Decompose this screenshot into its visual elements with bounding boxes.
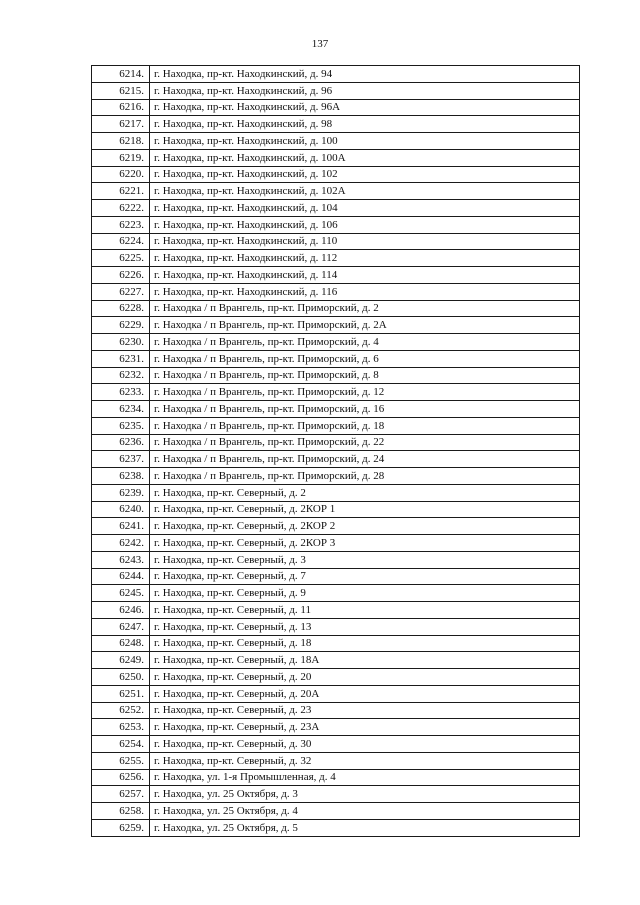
row-number: 6228. (92, 300, 150, 317)
row-address: г. Находка, пр-кт. Находкинский, д. 100А (150, 149, 580, 166)
row-address: г. Находка, пр-кт. Находкинский, д. 116 (150, 283, 580, 300)
row-address: г. Находка, пр-кт. Находкинский, д. 96 (150, 82, 580, 99)
table-row (92, 66, 580, 83)
table-row (92, 786, 580, 803)
table-row (92, 468, 580, 485)
row-number: 6220. (92, 166, 150, 183)
row-number: 6247. (92, 618, 150, 635)
table-row (92, 652, 580, 669)
row-number: 6244. (92, 568, 150, 585)
row-address: г. Находка, пр-кт. Северный, д. 20А (150, 685, 580, 702)
address-table-body (92, 66, 580, 837)
table-row (92, 82, 580, 99)
row-address: г. Находка / п Врангель, пр-кт. Приморский, д. 22 (150, 434, 580, 451)
row-number: 6243. (92, 551, 150, 568)
table-row (92, 350, 580, 367)
row-number: 6222. (92, 200, 150, 217)
table-row (92, 317, 580, 334)
table-row (92, 451, 580, 468)
row-address: г. Находка, пр-кт. Северный, д. 11 (150, 602, 580, 619)
row-address: г. Находка, пр-кт. Северный, д. 3 (150, 551, 580, 568)
table-row (92, 551, 580, 568)
row-address: г. Находка, пр-кт. Находкинский, д. 110 (150, 233, 580, 250)
row-number: 6253. (92, 719, 150, 736)
table-row (92, 283, 580, 300)
table-row (92, 233, 580, 250)
table-row (92, 618, 580, 635)
row-number: 6252. (92, 702, 150, 719)
row-number: 6241. (92, 518, 150, 535)
address-table (91, 65, 580, 837)
row-address: г. Находка, пр-кт. Находкинский, д. 102 (150, 166, 580, 183)
row-number: 6251. (92, 685, 150, 702)
table-row (92, 200, 580, 217)
row-number: 6246. (92, 602, 150, 619)
table-row (92, 518, 580, 535)
row-address: г. Находка, ул. 25 Октября, д. 4 (150, 803, 580, 820)
row-address: г. Находка, пр-кт. Северный, д. 23 (150, 702, 580, 719)
table-row (92, 99, 580, 116)
row-address: г. Находка, пр-кт. Северный, д. 18 (150, 635, 580, 652)
row-address: г. Находка / п Врангель, пр-кт. Приморский, д. 16 (150, 401, 580, 418)
row-number: 6233. (92, 384, 150, 401)
page-number: 137 (311, 38, 329, 50)
row-address: г. Находка / п Врангель, пр-кт. Приморский, д. 28 (150, 468, 580, 485)
table-row (92, 719, 580, 736)
table-row (92, 116, 580, 133)
table-row (92, 568, 580, 585)
row-address: г. Находка, пр-кт. Находкинский, д. 100 (150, 133, 580, 150)
row-number: 6215. (92, 82, 150, 99)
table-row (92, 585, 580, 602)
row-address: г. Находка, пр-кт. Находкинский, д. 112 (150, 250, 580, 267)
row-number: 6258. (92, 803, 150, 820)
table-row (92, 702, 580, 719)
table-row (92, 685, 580, 702)
row-address: г. Находка, ул. 1-я Промышленная, д. 4 (150, 769, 580, 786)
row-address: г. Находка, пр-кт. Находкинский, д. 94 (150, 66, 580, 83)
table-row (92, 250, 580, 267)
row-number: 6249. (92, 652, 150, 669)
row-address: г. Находка, пр-кт. Находкинский, д. 98 (150, 116, 580, 133)
table-row (92, 417, 580, 434)
row-number: 6242. (92, 535, 150, 552)
table-row (92, 484, 580, 501)
row-number: 6232. (92, 367, 150, 384)
row-address: г. Находка, пр-кт. Северный, д. 20 (150, 669, 580, 686)
row-number: 6223. (92, 216, 150, 233)
row-number: 6221. (92, 183, 150, 200)
table-row (92, 769, 580, 786)
row-number: 6250. (92, 669, 150, 686)
row-number: 6227. (92, 283, 150, 300)
row-address: г. Находка / п Врангель, пр-кт. Приморский, д. 18 (150, 417, 580, 434)
row-address: г. Находка, пр-кт. Северный, д. 9 (150, 585, 580, 602)
row-number: 6224. (92, 233, 150, 250)
table-row (92, 669, 580, 686)
row-address: г. Находка, пр-кт. Находкинский, д. 106 (150, 216, 580, 233)
row-number: 6225. (92, 250, 150, 267)
row-address: г. Находка, ул. 25 Октября, д. 3 (150, 786, 580, 803)
row-number: 6240. (92, 501, 150, 518)
row-number: 6229. (92, 317, 150, 334)
row-number: 6235. (92, 417, 150, 434)
table-row (92, 334, 580, 351)
row-number: 6238. (92, 468, 150, 485)
table-row (92, 819, 580, 836)
row-number: 6254. (92, 736, 150, 753)
row-address: г. Находка, пр-кт. Северный, д. 2КОР 1 (150, 501, 580, 518)
row-number: 6231. (92, 350, 150, 367)
table-row (92, 267, 580, 284)
row-number: 6259. (92, 819, 150, 836)
row-address: г. Находка, пр-кт. Северный, д. 2 (150, 484, 580, 501)
row-number: 6230. (92, 334, 150, 351)
table-row (92, 166, 580, 183)
row-address: г. Находка, пр-кт. Северный, д. 18А (150, 652, 580, 669)
table-row (92, 736, 580, 753)
row-address: г. Находка, пр-кт. Находкинский, д. 104 (150, 200, 580, 217)
row-address: г. Находка, пр-кт. Северный, д. 30 (150, 736, 580, 753)
row-address: г. Находка, пр-кт. Находкинский, д. 96А (150, 99, 580, 116)
row-address: г. Находка, пр-кт. Северный, д. 2КОР 2 (150, 518, 580, 535)
row-address: г. Находка / п Врангель, пр-кт. Приморский, д. 24 (150, 451, 580, 468)
row-number: 6216. (92, 99, 150, 116)
table-row (92, 401, 580, 418)
table-row (92, 752, 580, 769)
table-row (92, 133, 580, 150)
row-number: 6219. (92, 149, 150, 166)
table-row (92, 535, 580, 552)
row-number: 6218. (92, 133, 150, 150)
table-row (92, 384, 580, 401)
row-address: г. Находка, ул. 25 Октября, д. 5 (150, 819, 580, 836)
table-row (92, 300, 580, 317)
table-row (92, 635, 580, 652)
row-address: г. Находка, пр-кт. Северный, д. 13 (150, 618, 580, 635)
table-row (92, 367, 580, 384)
table-row (92, 183, 580, 200)
row-number: 6255. (92, 752, 150, 769)
row-address: г. Находка / п Врангель, пр-кт. Приморский, д. 6 (150, 350, 580, 367)
row-address: г. Находка / п Врангель, пр-кт. Приморский, д. 12 (150, 384, 580, 401)
row-address: г. Находка / п Врангель, пр-кт. Приморский, д. 4 (150, 334, 580, 351)
row-address: г. Находка, пр-кт. Северный, д. 7 (150, 568, 580, 585)
row-number: 6214. (92, 66, 150, 83)
table-row (92, 501, 580, 518)
row-address: г. Находка, пр-кт. Находкинский, д. 114 (150, 267, 580, 284)
table-row (92, 149, 580, 166)
row-address: г. Находка, пр-кт. Северный, д. 2КОР 3 (150, 535, 580, 552)
table-row (92, 216, 580, 233)
row-address: г. Находка, пр-кт. Находкинский, д. 102А (150, 183, 580, 200)
row-address: г. Находка, пр-кт. Северный, д. 32 (150, 752, 580, 769)
table-row (92, 434, 580, 451)
row-number: 6226. (92, 267, 150, 284)
table-row (92, 803, 580, 820)
row-address: г. Находка / п Врангель, пр-кт. Приморский, д. 8 (150, 367, 580, 384)
row-number: 6257. (92, 786, 150, 803)
row-number: 6237. (92, 451, 150, 468)
row-number: 6248. (92, 635, 150, 652)
row-number: 6236. (92, 434, 150, 451)
row-address: г. Находка / п Врангель, пр-кт. Приморский, д. 2А (150, 317, 580, 334)
row-number: 6234. (92, 401, 150, 418)
row-address: г. Находка / п Врангель, пр-кт. Приморский, д. 2 (150, 300, 580, 317)
row-number: 6245. (92, 585, 150, 602)
row-number: 6239. (92, 484, 150, 501)
row-number: 6256. (92, 769, 150, 786)
row-address: г. Находка, пр-кт. Северный, д. 23А (150, 719, 580, 736)
row-number: 6217. (92, 116, 150, 133)
table-row (92, 602, 580, 619)
